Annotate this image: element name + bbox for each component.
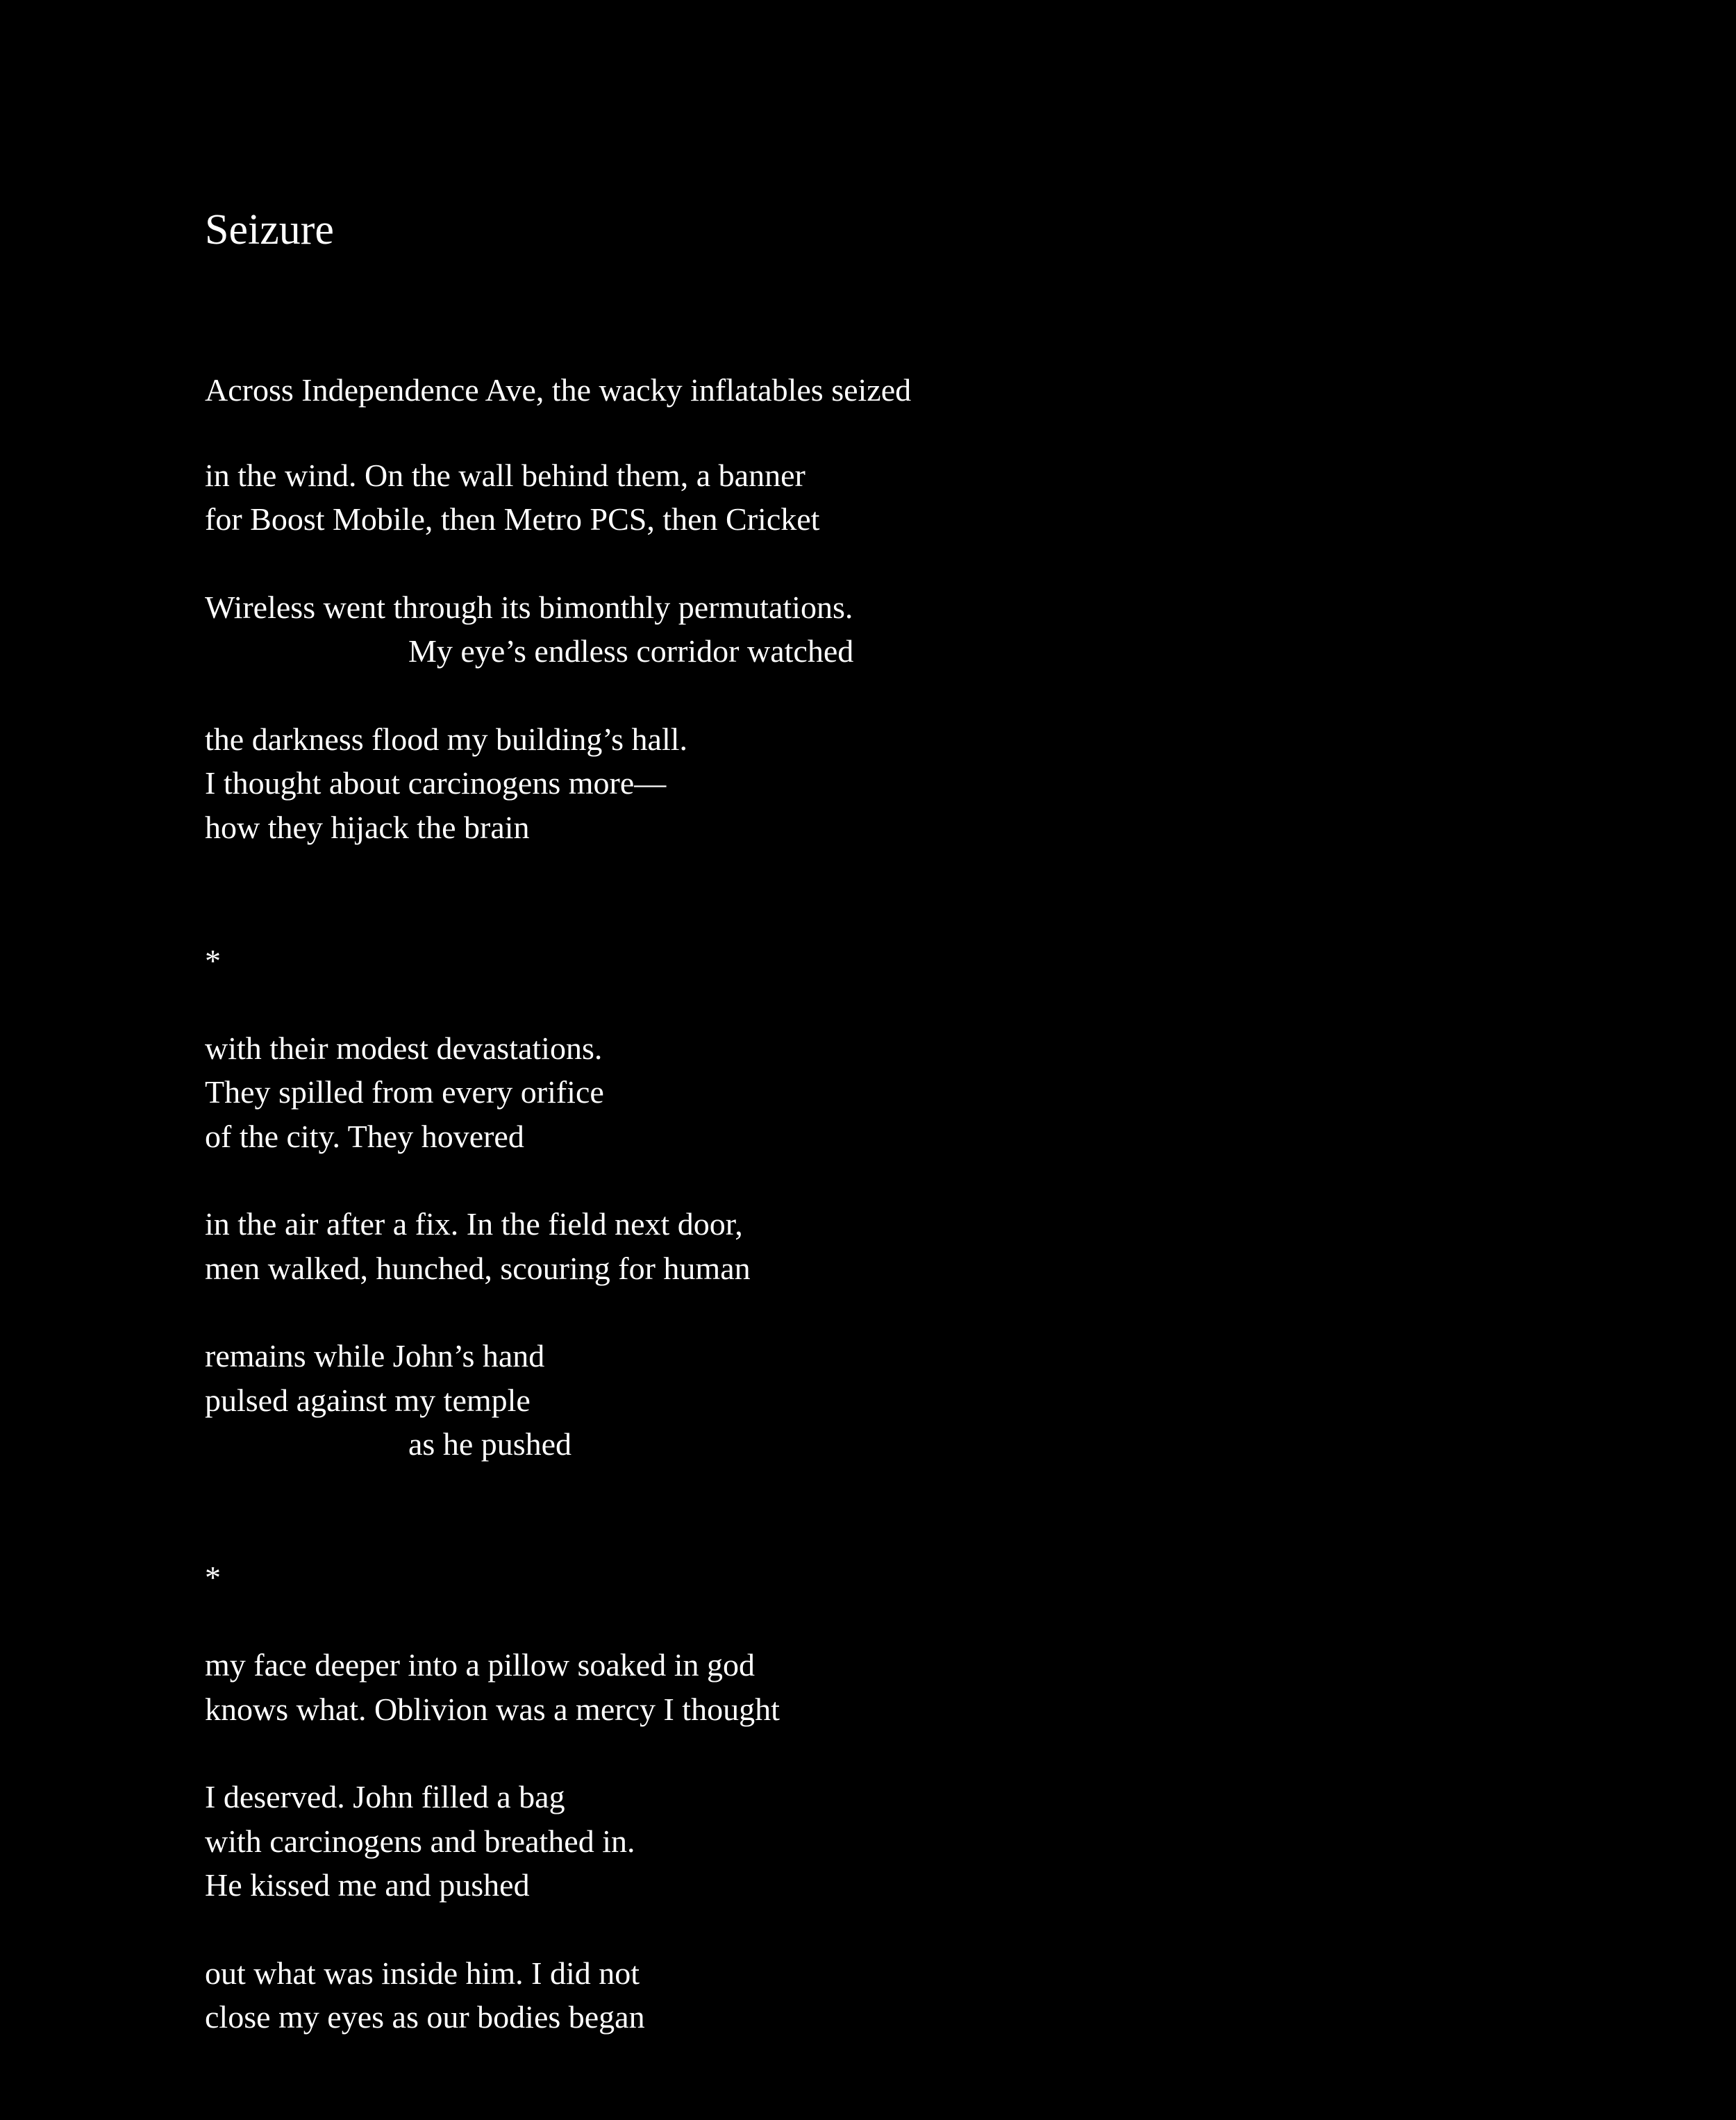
- poem-line: Wireless went through its bimonthly permutations.: [205, 590, 853, 625]
- poem-line: in the wind. On the wall behind them, a banner: [205, 458, 806, 493]
- poem-line-indented: My eye’s endless corridor watched: [408, 633, 854, 669]
- poem-line: in the air after a fix. In the field next door,: [205, 1206, 743, 1242]
- poem-line: for Boost Mobile, then Metro PCS, then Cricket: [205, 501, 820, 537]
- poem-line: I deserved. John filled a bag: [205, 1779, 565, 1814]
- poem-line: with carcinogens and breathed in.: [205, 1823, 635, 1859]
- poem-line: of the city. They hovered: [205, 1119, 524, 1154]
- poem-line: knows what. Oblivion was a mercy I thought: [205, 1692, 780, 1727]
- poem-line-indented: as he pushed: [408, 1426, 572, 1462]
- poem-line: how they hijack the brain: [205, 810, 530, 845]
- poem-line: my face deeper into a pillow soaked in god: [205, 1647, 755, 1683]
- poem-line: out what was inside him. I did not: [205, 1955, 640, 1991]
- poem-line: men walked, hunched, scouring for human: [205, 1251, 751, 1286]
- poem-line: He kissed me and pushed: [205, 1867, 530, 1903]
- poem-line: close my eyes as our bodies began: [205, 1999, 645, 2035]
- poem-line: Across Independence Ave, the wacky inflatables seized: [205, 372, 912, 408]
- poem-line: pulsed against my temple: [205, 1383, 531, 1418]
- poem-line: They spilled from every orifice: [205, 1074, 604, 1110]
- poem-line: I thought about carcinogens more—: [205, 765, 667, 801]
- section-break-asterisk: *: [205, 943, 221, 978]
- poem-line: remains while John’s hand: [205, 1338, 545, 1374]
- poem-line: the darkness flood my building’s hall.: [205, 721, 688, 757]
- section-break-asterisk: *: [205, 1560, 221, 1595]
- poem-line: with their modest devastations.: [205, 1030, 603, 1066]
- poem-title: Seizure: [205, 206, 334, 253]
